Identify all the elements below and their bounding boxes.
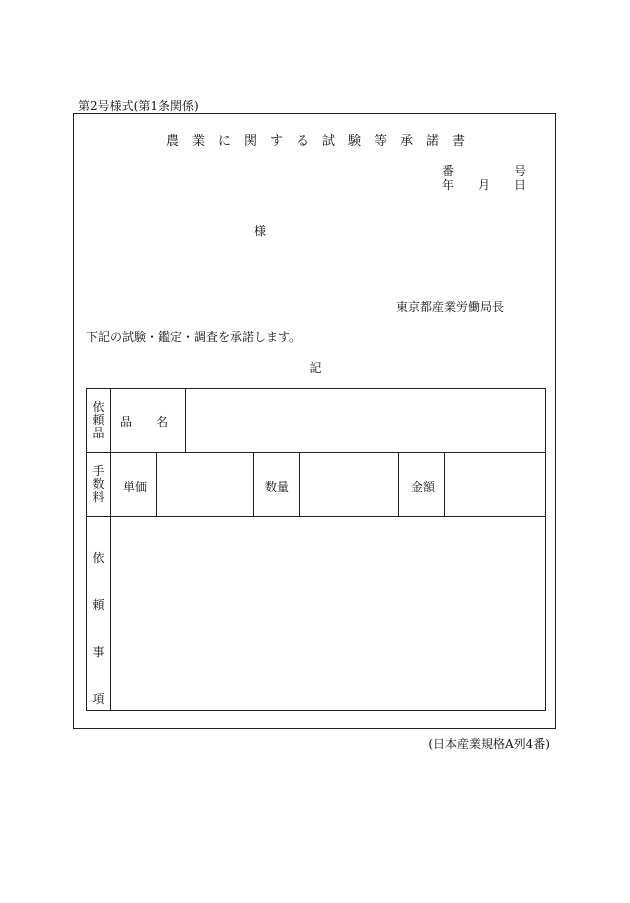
form-frame <box>73 113 556 729</box>
amount-field[interactable] <box>445 453 545 516</box>
form-number-label: 第2号様式(第1条関係) <box>78 99 199 113</box>
details-table <box>86 388 546 711</box>
issuer-name: 東京都産業労働局長 <box>396 300 505 314</box>
request-details-field[interactable] <box>111 517 545 710</box>
unit-price-label: 単価 <box>123 480 148 494</box>
date-day-label: 日 <box>514 178 527 192</box>
date-month-label: 月 <box>478 178 491 192</box>
date-year-label: 年 <box>442 178 455 192</box>
row-head-tesuuryou: 手数料 <box>92 464 105 504</box>
quantity-field[interactable] <box>300 453 398 516</box>
approval-statement: 下記の試験・鑑定・調査を承諾します。 <box>86 330 302 344</box>
divider-d <box>398 452 399 516</box>
recipient-salutation: 様 <box>254 224 267 238</box>
item-name-field[interactable] <box>186 389 545 452</box>
divider-b <box>253 452 254 516</box>
unit-price-field[interactable] <box>157 453 253 516</box>
number-label-go: 号 <box>514 164 527 178</box>
form-title: 農業に関する試験等承諾書 <box>165 134 478 149</box>
paper-size-note: (日本産業規格A列4番) <box>428 737 550 751</box>
quantity-label: 数量 <box>265 480 290 494</box>
ki-heading: 記 <box>309 361 322 375</box>
amount-label: 金額 <box>411 480 436 494</box>
number-label-ban: 番 <box>442 164 455 178</box>
row-head-irai-hin: 依頼品 <box>92 400 105 440</box>
item-name-label: 品 名 <box>120 415 169 429</box>
row-head-irai-jikou: 依頼事項 <box>92 551 105 706</box>
date-row <box>442 176 526 193</box>
